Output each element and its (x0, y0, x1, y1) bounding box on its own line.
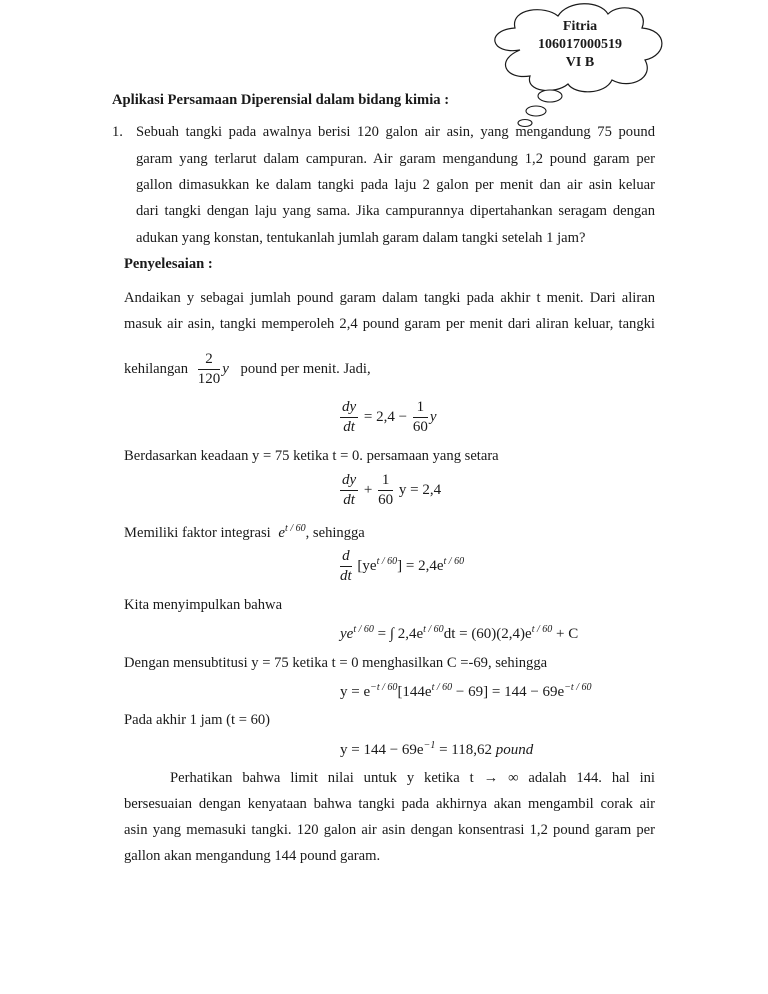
eq3-d: d (342, 548, 350, 564)
problem-line: Sebuah tangki pada awalnya berisi 120 galon air asin, yang mengandung 75 pound (136, 124, 655, 140)
eq4-exp3: t / 60 (531, 624, 553, 635)
substitution-text: Dengan mensubtitusi y = 75 ketika t = 0 menghasilkan C =-69, sehingga (124, 655, 548, 671)
eq3-exp1: t / 60 (376, 555, 398, 567)
closing-line: gallon akan mengandung 144 pound garam. (124, 848, 381, 864)
loss-text-after: pound per menit. Jadi, (240, 360, 371, 377)
eq2-dy: dy (342, 472, 357, 488)
paragraph-line: Andaikan y sebagai jumlah pound garam dalam tangki pada akhir t menit. Dari aliran (124, 290, 655, 306)
eq5-a: y = e (340, 684, 371, 700)
factor-e: e (278, 524, 286, 541)
eq1-rhs: = 2,4 − (363, 408, 408, 425)
eq6-b: = 118,62 (435, 742, 496, 758)
closing-line: asin yang memasuki tangki. 120 galon air asin dengan konsentrasi 1,2 pound garam per (124, 822, 655, 838)
equation-4 (340, 624, 578, 643)
author-note (520, 18, 640, 72)
loss-rate-line (124, 350, 371, 389)
class-label: VI B (565, 55, 595, 70)
equation-5 (340, 682, 592, 701)
problem-line: gallon dimasukkan ke dalam tangki pada laju 2 galon per menit dan air asin keluar (136, 177, 655, 193)
problem-line: adukan yang konstan, tentukanlah jumlah garam dalam tangki setelah 1 jam? (136, 230, 586, 246)
eq4-exp2: t / 60 (423, 624, 444, 635)
problem-number: 1. (112, 124, 123, 140)
eq1-num: 1 (413, 398, 428, 418)
solution-label: Penyelesaian : (124, 256, 213, 272)
eq3-body: [ye (357, 557, 377, 574)
eq4-mid: = ∫ 2,4e (373, 626, 424, 642)
factor-text-before: Memiliki faktor integrasi (124, 524, 271, 541)
hour-text: Pada akhir 1 jam (t = 60) (124, 712, 271, 728)
author-name: Fitria (562, 19, 598, 34)
eq5-c: − 69] = 144 − 69e (452, 684, 565, 700)
loss-text-before: kehilangan (124, 360, 189, 377)
student-id: 106017000519 (538, 37, 622, 52)
factor-text-after: , sehingga (305, 524, 365, 541)
closing-line: Perhatikan bahwa limit nilai untuk y ketika t → ∞ adalah 144. hal ini (170, 770, 655, 786)
loss-var: y (222, 360, 229, 377)
eq4-mid2: dt = (60)(2,4)e (443, 626, 532, 642)
eq4-exp1: t / 60 (353, 624, 374, 635)
equation-1 (338, 398, 437, 437)
equation-6 (340, 740, 533, 759)
eq3-dt: dt (340, 568, 352, 584)
closing-line: bersesuaian dengan kenyataan bahwa tangki pada akhirnya akan mengambil corak air (124, 796, 655, 812)
loss-fraction-num: 2 (198, 350, 221, 370)
eq5-exp3: −t / 60 (564, 682, 592, 693)
problem-line: garam yang terlarut dalam campuran. Air garam mengandung 1,2 pound garam per (136, 151, 655, 167)
eq4-end: + C (552, 626, 579, 642)
eq2-plus: + (363, 481, 373, 498)
state-text: Berdasarkan keadaan y = 75 ketika t = 0. persamaan yang setara (124, 448, 499, 464)
eq2-dt: dt (343, 492, 355, 508)
eq2-num: 1 (378, 471, 393, 491)
eq1-y: y (429, 408, 437, 425)
eq5-exp1: −t / 60 (370, 682, 398, 693)
factor-line (124, 523, 365, 542)
page-heading: Aplikasi Persamaan Diperensial dalam bidang kimia : (112, 92, 450, 108)
equation-2 (338, 471, 441, 510)
eq1-dy: dy (342, 399, 357, 415)
factor-exp: t / 60 (285, 523, 306, 534)
eq6-unit: pound (495, 742, 534, 758)
equation-3 (338, 547, 464, 586)
eq6-a: y = 144 − 69e (340, 742, 424, 758)
loss-fraction (198, 350, 221, 389)
eq5-exp2: t / 60 (431, 682, 453, 693)
eq5-b: [144e (397, 684, 432, 700)
eq1-dt: dt (343, 419, 355, 435)
conclude-text: Kita menyimpulkan bahwa (124, 597, 283, 613)
eq3-mid: ] = 2,4e (397, 557, 444, 574)
eq4-lhs: ye (340, 626, 354, 642)
problem-line: dari tangki dengan laju yang sama. Jika campurannya dipertahankan seragam dengan (136, 203, 655, 219)
eq2-rhs: y = 2,4 (398, 481, 442, 498)
paragraph-line: masuk air asin, tangki memperoleh 2,4 pound garam per menit dari aliran keluar, tangki (124, 316, 655, 332)
eq1-den: 60 (412, 419, 428, 435)
eq6-exp: −1 (423, 740, 436, 751)
loss-fraction-den: 120 (197, 371, 221, 387)
eq2-den: 60 (378, 492, 394, 508)
eq3-exp2: t / 60 (443, 555, 465, 567)
